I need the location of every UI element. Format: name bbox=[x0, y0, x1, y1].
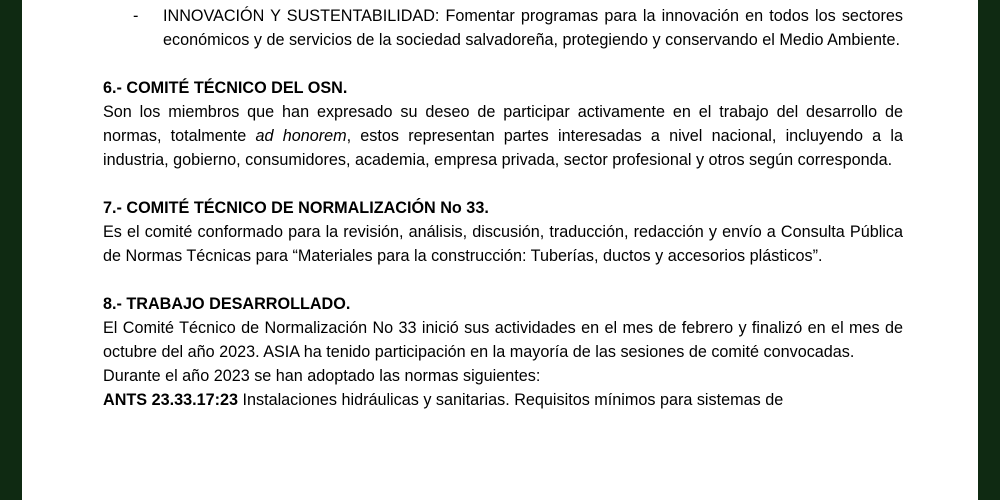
section-7-body: Es el comité conformado para la revisión, análisis, discusión, traducción, redacción y envío a Consulta Pública de Normas Técnicas para “Materiales para la construcción: Tuberías, ductos y accesorios plásticos”. bbox=[103, 223, 903, 265]
section-8-body-1: El Comité Técnico de Normalización No 33 inició sus actividades en el mes de febrero y finalizó en el mes de octubre del año 2023. ASIA ha tenido participación en la mayoría de las sesiones de comité convocadas. bbox=[103, 319, 903, 361]
section-6-italic: ad honorem bbox=[255, 127, 347, 145]
section-6-title: 6.- COMITÉ TÉCNICO DEL OSN. bbox=[103, 79, 348, 97]
norm-description: Instalaciones hidráulicas y sanitarias. Requisitos mínimos para sistemas de bbox=[237, 391, 784, 409]
section-7-title: 7.- COMITÉ TÉCNICO DE NORMALIZACIÓN No 33. bbox=[103, 199, 489, 217]
section-8-title: 8.- TRABAJO DESARROLLADO. bbox=[103, 295, 351, 313]
section-8-body-2: Durante el año 2023 se han adoptado las normas siguientes: bbox=[103, 367, 541, 385]
document-content bbox=[103, 4, 903, 412]
section-6-body bbox=[103, 100, 903, 172]
bullet-item bbox=[103, 4, 903, 52]
bullet-dash: - bbox=[133, 7, 139, 25]
section-6-text-after: , estos representan partes interesadas a nivel nacional, incluyendo a la industria, gobierno, consumidores, academia, empresa privada, sector profesional y otros según corresponda. bbox=[103, 127, 903, 169]
norm-entry bbox=[103, 388, 903, 412]
norm-code: ANTS 23.33.17:23 bbox=[103, 391, 238, 409]
section-6-text-before: Son los miembros que han expresado su deseo de participar activamente en el trabajo del desarrollo de normas, totalmente bbox=[103, 103, 903, 145]
document-page bbox=[22, 0, 978, 500]
bullet-text: INNOVACIÓN Y SUSTENTABILIDAD: Fomentar programas para la innovación en todos los sectores económicos y de servicios de la sociedad salvadoreña, protegiendo y conservando el Medio Ambiente. bbox=[163, 7, 903, 49]
